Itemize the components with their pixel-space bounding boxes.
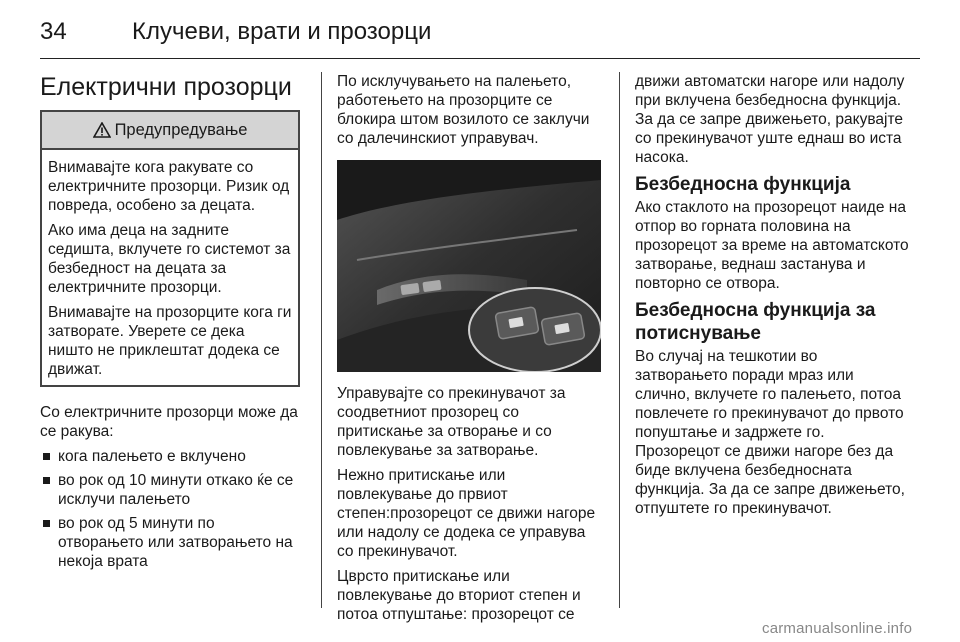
subheading-override-function: Безбедносна функција за потиснување: [635, 300, 876, 344]
column-3: [635, 72, 913, 524]
warning-paragraph: Ако има деца на задните седишта, вклучете го системот за безбедност на децата за електричните прозорци.: [48, 222, 291, 296]
warning-heading: Предупредување: [114, 120, 248, 139]
list-item: кога палењето е вклучено: [40, 447, 302, 466]
list-item: во рок од 5 минути по отворањето или затворањето на некоја врата: [40, 514, 302, 571]
section-title: Електрични прозорци: [40, 73, 292, 101]
paragraph: Цврсто притискање или повлекување до вториот степен и потоа отпуштање: прозорецот се: [337, 568, 581, 623]
intro-paragraph: Со електричните прозорци може да се ракува:: [40, 404, 298, 440]
column-1: [40, 72, 302, 576]
paragraph: Нежно притискање или повлекување до првиот степен:прозорецот се движи нагоре или надолу се додека се управува со прекинувачот.: [337, 467, 596, 560]
paragraph: Ако стаклото на прозорецот наиде на отпор во горната половина на прозорецот за време на автоматското затворање, веднаш застанува и повторно се отвора.: [635, 199, 909, 292]
watermark: carmanualsonline.info: [762, 620, 913, 637]
page-header: [40, 12, 920, 52]
column-2: [337, 72, 603, 630]
column-1-text: [40, 403, 302, 571]
warning-header: [42, 112, 298, 150]
subheading-safety-function: Безбедносна функција: [635, 174, 851, 195]
warning-paragraph: Внимавајте кога ракувате со електричните прозорци. Ризик од повреда, особено за децата.: [48, 159, 290, 214]
warning-box: [40, 110, 300, 387]
paragraph: движи автоматски нагоре или надолу при вклучена безбедносна функција. За да се запре движењето, ракувајте со прекинувачот уште еднаш во иста насока.: [635, 73, 905, 166]
paragraph: Управувајте со прекинувачот за соодветниот прозорец со притискање за отворање и со повлекување за затворање.: [337, 385, 566, 459]
column-divider-2: [619, 72, 620, 608]
page-number: 34: [40, 18, 67, 45]
paragraph: По исклучувањето на палењето, работењето на прозорците се блокира штом возилото се заклучи со далечинскиот управувач.: [337, 73, 590, 147]
warning-triangle-icon: [93, 122, 111, 138]
header-divider: [40, 58, 920, 59]
window-switch-illustration: [337, 160, 601, 372]
warning-paragraph: Внимавајте на прозорците кога ги затворате. Уверете се дека ништо не приклештат додека се движат.: [48, 304, 292, 378]
paragraph: Во случај на тешкотии во затворањето поради мраз или слично, вклучете го палењето, потоа повлечете го прекинувачот до првото попуштање и задржете го. Прозорецот се движи нагоре без да биде вклучена безбедносната функција. За да се запре движењето, отпуштете го прекинувачот.: [635, 348, 905, 517]
warning-body: [42, 150, 298, 385]
chapter-title: Клучеви, врати и прозорци: [132, 18, 432, 45]
column-divider-1: [321, 72, 322, 608]
window-switch-photo: [337, 160, 601, 372]
list-item: во рок од 10 минути откако ќе се исклучи палењето: [40, 471, 302, 509]
conditions-list: [40, 447, 302, 571]
